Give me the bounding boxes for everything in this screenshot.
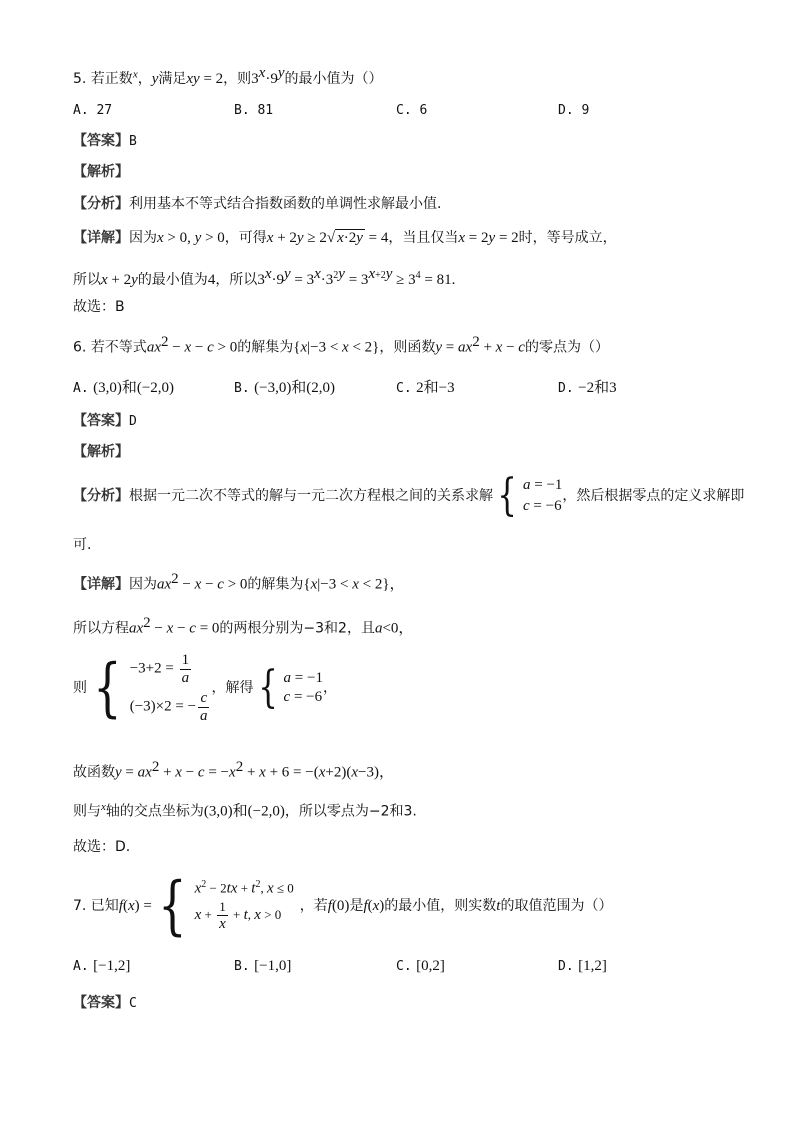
q5-option-a: A. 27	[73, 103, 113, 118]
q6-option-d: D. −2和3	[558, 380, 617, 396]
q5-conclusion: 所以x + 2y的最小值为4，所以$3^x\cdot 9^y = 3^x\cdot 3^{2y} = 3^{x+2y} \ge 3^4 = 81$.	[73, 266, 456, 288]
q7-option-b: B. [−1,0]	[234, 958, 292, 974]
q6-option-c: C. 2和−3	[396, 380, 455, 396]
q6-function: 故函数$y = ax^2 + x - c = -x^2 + x + 6 = -(x+2)(x-3)$，	[73, 759, 394, 781]
q6-zeros: 则与$^x$轴的交点坐标为(3,0)和(−2,0)，所以零点为−2和3.	[73, 801, 417, 820]
q7-option-d: D. [1,2]	[558, 958, 607, 974]
q6-roots: 所以方程$ax^2 - x - c = 0$的两根分别为−3和2，且a<0，	[73, 615, 414, 637]
q6-stem: 6. 若不等式$ax^2 - x - c > 0$的解集为{x|−3 < x < 2}，则函数$y = ax^2 + x - c$的零点为（）	[73, 334, 609, 356]
q5-stem: 5. 若正数$^x$，y满足xy = 2，则$3^x\cdot 9^y$的最小值为（）	[73, 65, 383, 87]
q6-xiangjie: 【详解】因为$ax^2 - x - c > 0$的解集为{x|−3 < x < 2}，	[73, 571, 405, 593]
q6-answer: 【答案】D	[73, 413, 137, 429]
q7-answer: 【答案】C	[73, 995, 137, 1011]
q6-system: 则 { −3+2 = $\frac{1}{a}$ (−3)×2 = − $\frac{c}{a}$ ，解得 { a = −1 c = −6 ，	[73, 651, 337, 725]
q6-fenxi: 【分析】根据一元二次不等式的解与一元二次方程根之间的关系求解 { a = −1 c = −6 ，然后根据零点的定义求解即	[73, 470, 745, 521]
q5-option-d: D. 9	[558, 103, 590, 118]
q6-final-choice: 故选：D.	[73, 839, 131, 855]
q7-option-c: C. [0,2]	[396, 958, 445, 974]
q5-answer: 【答案】B	[73, 133, 137, 149]
q5-option-c: C. 6	[396, 103, 428, 118]
q5-fenxi: 【分析】利用基本不等式结合指数函数的单调性求解最小值.	[73, 196, 442, 212]
q5-final-choice: 故选：B	[73, 299, 125, 315]
q5-xiangjie: 【详解】因为x > 0, y > 0，可得x + 2y ≥ 2√ x·2y = 4，当且仅当x = 2y = 2时，等号成立，	[73, 230, 617, 246]
q7-option-a: A. [−1,2]	[73, 958, 131, 974]
q6-option-a: A. (3,0)和(−2,0)	[73, 380, 175, 396]
q5-analysis-heading: 【解析】	[73, 164, 129, 180]
q7-stem: 7. 已知 f ( x ) = { $x^2 - 2tx + t^2$, x ≤ 0 x + $\frac{1}{x}$ + t, x > 0 ，若 f (0) 是 f ( x ) 的最小值，则实数 t 的取值范围为（）	[73, 869, 613, 943]
q6-fenxi-cont: 可.	[73, 537, 92, 553]
q6-option-b: B. (−3,0)和(2,0)	[234, 380, 336, 396]
q5-option-b: B. 81	[234, 103, 274, 118]
q6-analysis-heading: 【解析】	[73, 444, 129, 460]
q6-fenxi-system: { a = −1 c = −6	[497, 470, 563, 521]
